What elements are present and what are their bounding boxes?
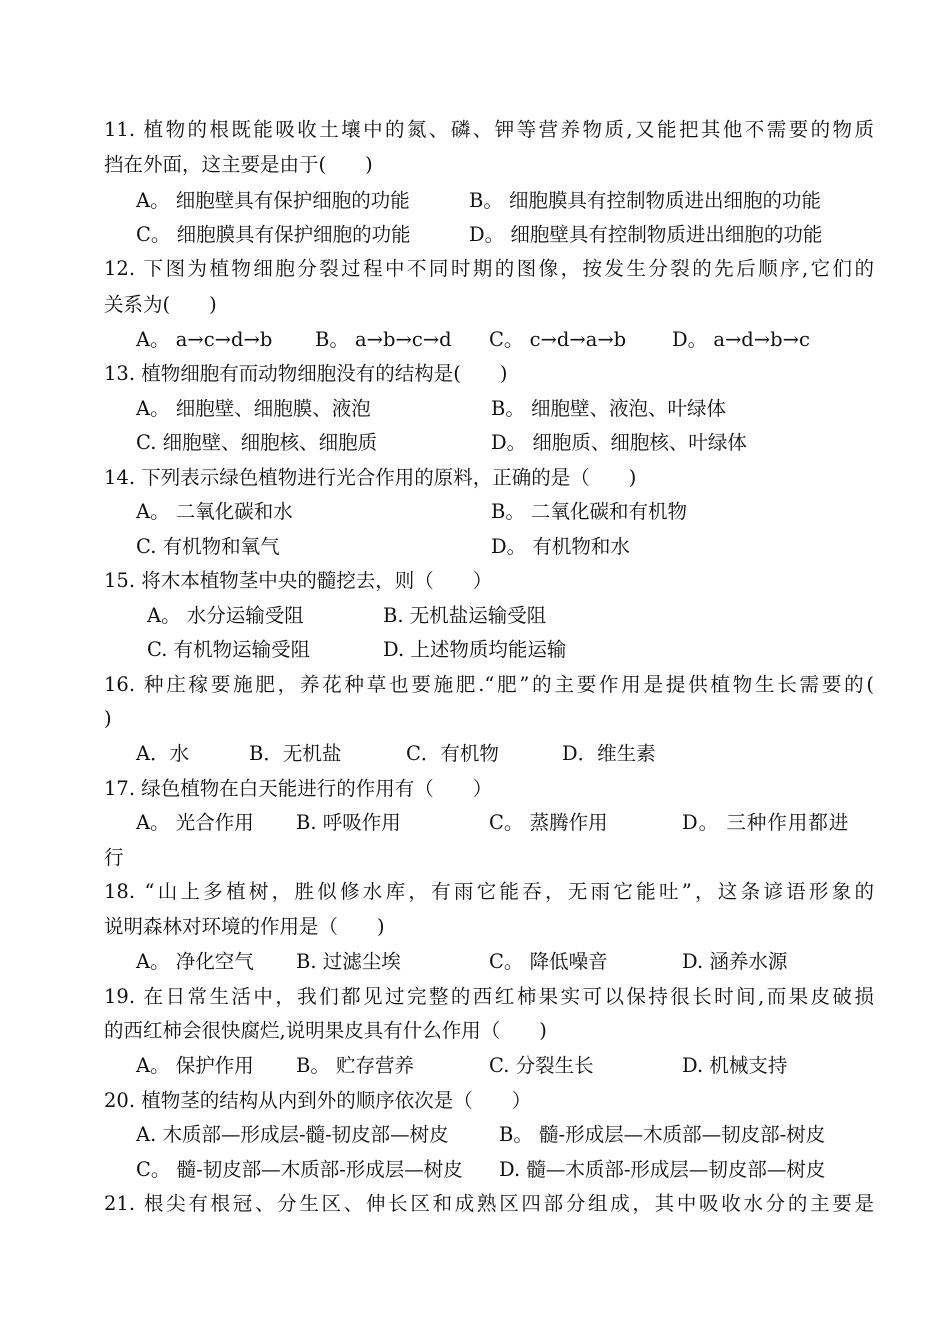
q17-option-d: D。 三种作用都进 [682,811,850,834]
q13-option-d: D。 细胞质、细胞核、叶绿体 [491,431,747,454]
q20-option-b: B。 髓-形成层—木质部—韧皮部-树皮 [499,1123,826,1146]
q15-option-a: A。 水分运输受阻 [147,604,304,627]
q19-option-c: C. 分裂生长 [489,1054,594,1077]
q11-option-b: B。 细胞膜具有控制物质进出细胞的功能 [469,189,822,212]
q19-option-d: D. 机械支持 [682,1054,788,1077]
q14-stem: 14. 下列表示绿色植物进行光合作用的原料，正确的是（ ) [104,466,637,489]
q18-stem-line2: 说明森林对环境的作用是（ ) [104,915,385,938]
q13-stem: 13. 植物细胞有而动物细胞没有的结构是( ) [104,362,508,385]
q12-option-a: A。 a→c→d→b [136,328,273,351]
q21-stem-line1: 21. 根尖有根冠、分生区、伸长区和成熟区四部分组成，其中吸收水分的主要是 [104,1192,874,1215]
q15-option-b: B. 无机盐运输受阻 [383,604,547,627]
q11-option-c: C。 细胞膜具有保护细胞的功能 [136,223,411,246]
q12-option-c: C。 c→d→a→b [489,328,627,351]
q11-stem-line2: 挡在外面，这主要是由于( ) [104,153,373,176]
q19-option-b: B。 贮存营养 [296,1054,415,1077]
q13-option-a: A。 细胞壁、细胞膜、液泡 [136,397,371,420]
q14-option-c: C. 有机物和氧气 [136,535,280,558]
q18-option-a: A。 净化空气 [136,950,254,973]
q15-stem: 15. 将木本植物茎中央的髓挖去，则（ ） [104,569,493,592]
q15-option-c: C. 有机物运输受阻 [147,638,311,661]
q16-option-b: B．无机盐 [249,742,342,765]
q19-stem-line1: 19. 在日常生活中，我们都见过完整的西红柿果实可以保持很长时间,而果皮破损 [104,985,874,1008]
q12-option-b: B。 a→b→c→d [315,328,452,351]
q17-option-c: C。 蒸腾作用 [489,811,608,834]
q15-option-d: D. 上述物质均能运输 [383,638,567,661]
q13-option-c: C. 细胞壁、细胞核、细胞质 [136,431,378,454]
q17-option-d-wrap: 行 [104,846,124,869]
q19-option-a: A。 保护作用 [136,1054,254,1077]
q16-stem-line1: 16. 种庄稼要施肥，养花种草也要施肥.“肥”的主要作用是提供植物生长需要的( [104,673,874,696]
q14-option-d: D。 有机物和水 [491,535,630,558]
q11-option-a: A。 细胞壁具有保护细胞的功能 [136,189,410,212]
q12-stem-line1: 12. 下图为植物细胞分裂过程中不同时期的图像，按发生分裂的先后顺序,它们的 [104,257,874,280]
q20-option-c: C。 髓-韧皮部—木质部-形成层—树皮 [136,1158,463,1181]
q11-option-d: D。 细胞壁具有控制物质进出细胞的功能 [469,223,823,246]
q17-option-a: A。 光合作用 [136,811,254,834]
q16-option-a: A．水 [136,742,190,765]
q20-option-d: D. 髓—木质部-形成层—韧皮部—树皮 [499,1158,826,1181]
q17-option-b: B. 呼吸作用 [296,811,401,834]
q11-stem-line1: 11. 植物的根既能吸收土壤中的氮、磷、钾等营养物质,又能把其他不需要的物质 [104,118,874,141]
q18-option-c: C。 降低噪音 [489,950,608,973]
q12-option-d: D。 a→d→b→c [672,328,810,351]
q18-option-b: B. 过滤尘埃 [296,950,401,973]
q16-stem-line2: ) [104,707,112,730]
q18-stem-line1: 18. “山上多植树，胜似修水库，有雨它能吞，无雨它能吐”，这条谚语形象的 [104,880,874,903]
q20-stem: 20. 植物茎的结构从内到外的顺序依次是（ ） [104,1089,532,1112]
q16-option-d: D．维生素 [562,742,656,765]
q13-option-b: B。 细胞壁、液泡、叶绿体 [491,397,727,420]
q18-option-d: D. 涵养水源 [682,950,788,973]
q14-option-a: A。 二氧化碳和水 [136,500,293,523]
q20-option-a: A. 木质部—形成层-髓-韧皮部—树皮 [136,1123,449,1146]
q17-stem: 17. 绿色植物在白天能进行的作用有（ ） [104,777,493,800]
q19-stem-line2: 的西红柿会很快腐烂,说明果皮具有什么作用（ ) [104,1019,547,1042]
q16-option-c: C．有机物 [406,742,499,765]
q12-stem-line2: 关系为( ) [104,293,217,316]
q14-option-b: B。 二氧化碳和有机物 [491,500,688,523]
